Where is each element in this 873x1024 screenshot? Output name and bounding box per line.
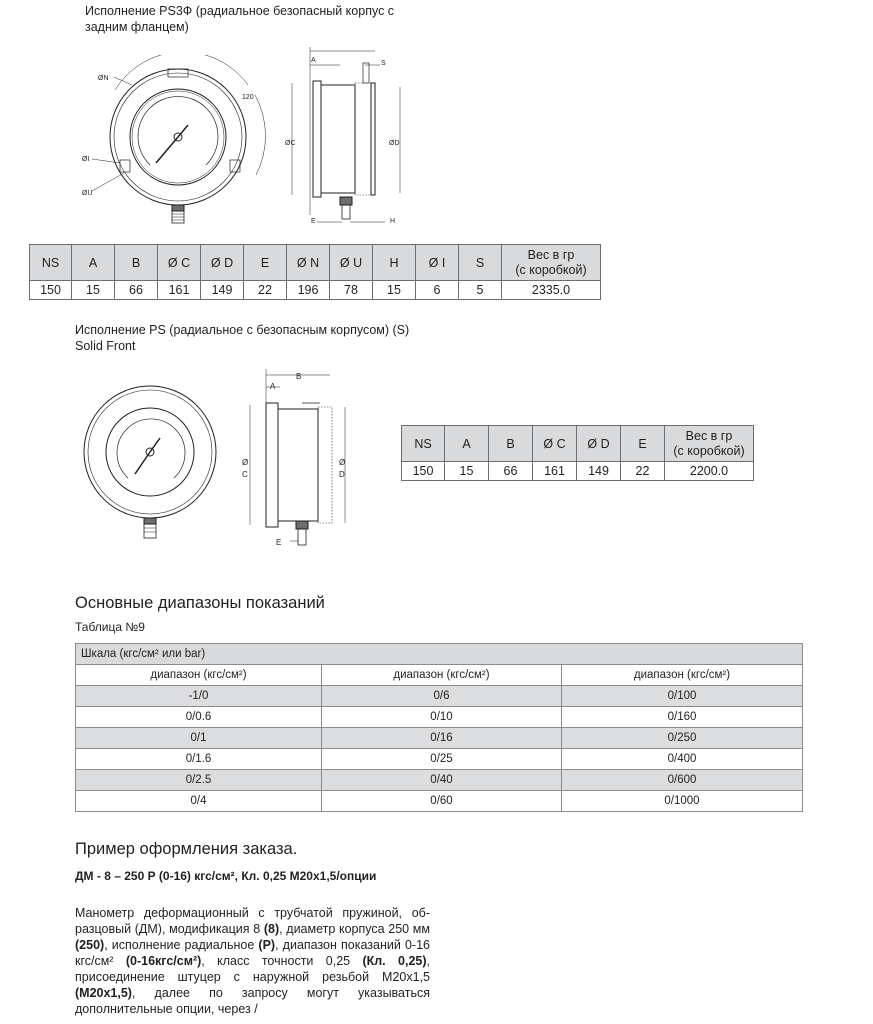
- para-text: , класс точности 0,25: [201, 954, 363, 968]
- t1-header: H: [373, 245, 416, 281]
- t1-cell: 5: [459, 281, 502, 300]
- para-bold: (0-16кгс/см²): [125, 954, 202, 968]
- para-text: , исполнение радиальное: [104, 938, 259, 952]
- order-title: Пример оформления заказа.: [75, 840, 298, 858]
- t1-header: A: [72, 245, 115, 281]
- side2-label-o2: Ø: [339, 458, 346, 467]
- side2-label-d: D: [339, 470, 345, 479]
- ranges-col-header: диапазон (кгс/см²): [322, 665, 562, 686]
- front1-label-i: ØI: [82, 156, 90, 163]
- t2-header: B: [489, 426, 533, 462]
- front1-label-120: 120: [242, 94, 254, 101]
- ranges-table-label: Таблица №9: [75, 620, 145, 634]
- t1-header: E: [244, 245, 287, 281]
- side2-label-e: E: [276, 538, 282, 547]
- t1-cell: 161: [158, 281, 201, 300]
- range-cell: 0/250: [562, 728, 803, 749]
- t1-header: S: [459, 245, 502, 281]
- t2-cell: 149: [577, 462, 621, 481]
- dimensions-table-2: [401, 425, 754, 481]
- t1-weight-line2: (с коробкой): [515, 262, 587, 277]
- t1-header: NS: [30, 245, 72, 281]
- table-row: [76, 770, 803, 791]
- table-row: [76, 728, 803, 749]
- range-cell: 0/1000: [562, 791, 803, 812]
- range-cell: 0/10: [322, 707, 562, 728]
- side2-label-o1: Ø: [242, 458, 249, 467]
- ranges-col-header: диапазон (кгс/см²): [76, 665, 322, 686]
- side2-label-a: A: [270, 382, 276, 391]
- para-text: , далее по запросу могут указываться дополнительные опции, через /: [75, 986, 430, 1016]
- side1-label-a: A: [311, 57, 316, 64]
- section1-caption-line1: Исполнение PS3Ф (радиальное безопасный корпус с: [85, 4, 395, 18]
- front1-label-n: ØN: [98, 75, 109, 82]
- t2-header: Ø D: [577, 426, 621, 462]
- gauge-side-drawing-2: [240, 365, 355, 550]
- side1-label-c: ØC: [285, 140, 296, 147]
- t1-header: Ø D: [201, 245, 244, 281]
- t1-header: Ø I: [416, 245, 459, 281]
- t2-header: Ø C: [533, 426, 577, 462]
- range-cell: 0/600: [562, 770, 803, 791]
- para-text: , диапазон показаний 0-16 кгс/см²: [75, 938, 430, 968]
- side1-label-e: E: [311, 218, 316, 225]
- para-bold: (250): [75, 938, 105, 952]
- section1-caption-line2: задним фланцем): [85, 20, 189, 34]
- ranges-title: Основные диапазоны показаний: [75, 594, 325, 612]
- range-cell: 0/160: [562, 707, 803, 728]
- range-cell: 0/1.6: [76, 749, 322, 770]
- side1-label-d: ØD: [389, 140, 400, 147]
- range-cell: 0/2.5: [76, 770, 322, 791]
- table-row: [76, 749, 803, 770]
- table-row: [76, 686, 803, 707]
- para-text: , диаметр корпуса 250 мм: [279, 922, 430, 936]
- t2-header: E: [621, 426, 665, 462]
- side2-label-b: B: [296, 372, 302, 381]
- t1-cell: 15: [72, 281, 115, 300]
- gauge-front-drawing-2: [80, 380, 220, 550]
- front1-label-u: ØU: [82, 190, 93, 197]
- side1-label-h: H: [390, 218, 396, 225]
- t2-header: NS: [402, 426, 445, 462]
- para-bold: (М20х1,5): [75, 986, 132, 1000]
- range-cell: 0/100: [562, 686, 803, 707]
- para-bold: (Кл. 0,25): [362, 954, 427, 968]
- t2-cell: 22: [621, 462, 665, 481]
- order-code: ДМ - 8 – 250 Р (0-16) кгс/см², Кл. 0,25 М20х1,5/опции: [75, 869, 377, 883]
- t1-cell: 15: [373, 281, 416, 300]
- t2-header: A: [445, 426, 489, 462]
- range-cell: 0/400: [562, 749, 803, 770]
- side1-label-s: S: [381, 60, 386, 67]
- side2-label-c: C: [242, 470, 248, 479]
- t1-header-weight: [502, 245, 601, 281]
- range-cell: 0/4: [76, 791, 322, 812]
- t2-cell: 15: [445, 462, 489, 481]
- t1-cell: 2335.0: [502, 281, 601, 300]
- t1-cell: 150: [30, 281, 72, 300]
- para-bold: (8): [263, 922, 280, 936]
- t2-weight-line1: Вес в гр: [685, 428, 733, 443]
- ranges-col-header: диапазон (кгс/см²): [562, 665, 803, 686]
- t1-weight-line1: Вес в гр: [527, 247, 575, 262]
- t2-cell: 161: [533, 462, 577, 481]
- section2-caption-line1: Исполнение PS (радиальное с безопасным корпусом) (S): [75, 323, 410, 337]
- table-row: [76, 707, 803, 728]
- range-cell: 0/40: [322, 770, 562, 791]
- t1-cell: 149: [201, 281, 244, 300]
- range-cell: 0/1: [76, 728, 322, 749]
- ranges-table: [75, 643, 803, 812]
- gauge-front-drawing-1: [80, 55, 280, 230]
- para-text: Манометр деформационный с трубчатой пружиной, образцовый (ДМ), модификация 8: [75, 906, 430, 936]
- ranges-scale-header: Шкала (кгс/см² или bar): [76, 644, 803, 665]
- para-bold: (Р): [258, 938, 276, 952]
- t1-cell: 6: [416, 281, 459, 300]
- range-cell: -1/0: [76, 686, 322, 707]
- t1-cell: 196: [287, 281, 330, 300]
- order-paragraph: [75, 905, 430, 1017]
- t1-cell: 66: [115, 281, 158, 300]
- gauge-side-drawing-1: [285, 45, 415, 230]
- table-row: [76, 791, 803, 812]
- range-cell: 0/16: [322, 728, 562, 749]
- t1-header: B: [115, 245, 158, 281]
- t2-cell: 2200.0: [665, 462, 754, 481]
- section2-caption-line2: Solid Front: [75, 339, 136, 353]
- range-cell: 0/0.6: [76, 707, 322, 728]
- t1-cell: 22: [244, 281, 287, 300]
- para-text: , присоединение штуцер с наружной резьбой М20х1,5: [75, 954, 430, 984]
- range-cell: 0/60: [322, 791, 562, 812]
- section2-caption: [75, 322, 455, 354]
- dimensions-table-1: [29, 244, 601, 300]
- t2-header-weight: [665, 426, 754, 462]
- range-cell: 0/6: [322, 686, 562, 707]
- t1-header: Ø U: [330, 245, 373, 281]
- section1-caption: [85, 3, 445, 35]
- t2-cell: 150: [402, 462, 445, 481]
- t1-header: Ø N: [287, 245, 330, 281]
- t2-cell: 66: [489, 462, 533, 481]
- range-cell: 0/25: [322, 749, 562, 770]
- t1-header: Ø C: [158, 245, 201, 281]
- t2-weight-line2: (с коробкой): [673, 443, 745, 458]
- t1-cell: 78: [330, 281, 373, 300]
